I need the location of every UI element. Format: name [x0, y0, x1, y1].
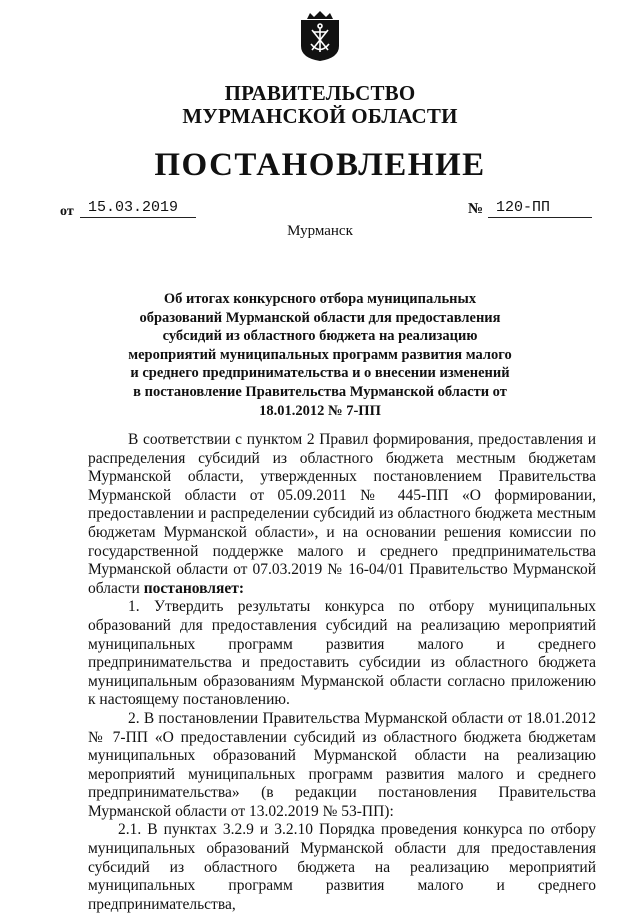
preamble-text: В соответствии с пунктом 2 Правил формирования, предоставления и распределения субсидий из областного бюджета местным бюджетам Мурманской области, утвержденных постановлением Правительства Мурманской области от 05.09.2011 № 445-ПП «О формировании, предоставлении и распределении субсидий из областного бюджета местным бюджетам Мурманской области», и на основании решения комиссии по государственной поддержке малого и среднего предпринимательства Мурманской области от 07.03.2019 № 16-04/01 Правительство Мурманской области [88, 431, 596, 597]
number-prefix: № [468, 201, 484, 217]
item-2: 2. В постановлении Правительства Мурманской области от 18.01.2012 № 7-ПП «О предоставлении субсидий из областного бюджета бюджетам муниципальных образований Мурманской области на реализацию мероприятий муниципальных программ развития малого и среднего предпринимательства» (в редакции постановления Правительства Мурманской области от 13.02.2019 № 53-ПП): [88, 709, 596, 820]
document-subject: Об итогах конкурсного отбора муниципальных образований Мурманской области для предоставления субсидий из областного бюджета на реализацию мероприятий муниципальных программ развития малого и среднего предпринимательства и о внесении изменений в постановление Правительства Мурманской области от 18.01.2012 № 7-ПП [128, 291, 512, 419]
item-1: 1. Утвердить результаты конкурса по отбору муниципальных образований для предоставления субсидий на реализацию мероприятий муниципальных программ развития малого и среднего предпринимательства и предоставить субсидии из областного бюджета муниципальным образованиям Мурманской области согласно приложению к настоящему постановлению. [88, 598, 596, 709]
government-title-line2: МУРМАНСКОЙ ОБЛАСТИ [182, 104, 458, 128]
government-title-line1: ПРАВИТЕЛЬСТВО [224, 81, 416, 105]
coat-of-arms-icon [299, 10, 341, 62]
date-prefix: от [60, 204, 74, 219]
document-number: 120-ПП [488, 199, 592, 218]
document-body [88, 431, 596, 914]
resolves-keyword: постановляет: [143, 579, 245, 597]
item-2-1: 2.1. В пунктах 3.2.9 и 3.2.10 Порядка проведения конкурса по отбору муниципальных образований Мурманской области для предоставления субсидий из областного бюджета на реализацию мероприятий муниципальных программ развития малого и среднего предпринимательства, [88, 821, 596, 913]
preamble-paragraph [88, 431, 596, 598]
document-type-title: ПОСТАНОВЛЕНИЕ [154, 147, 486, 183]
document-date: 15.03.2019 [80, 199, 196, 218]
city: Мурманск [287, 223, 353, 239]
